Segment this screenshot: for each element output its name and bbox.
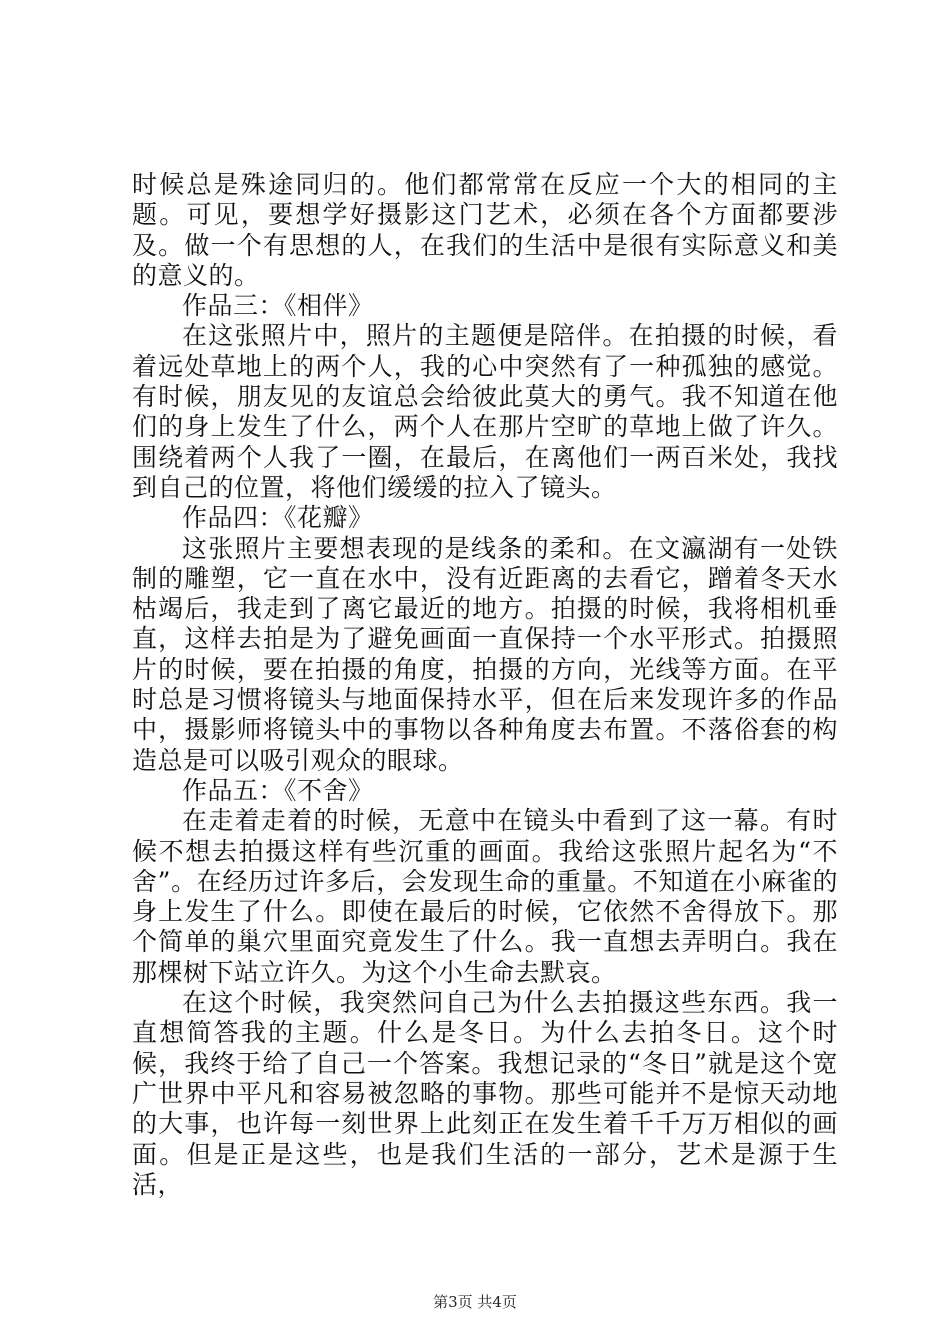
heading-work-four: 作品四：《花瓣》: [182, 503, 374, 533]
paragraph-work-five: 在走着走着的时候，无意中在镜头中看到了这一幕。有时候不想去拍摄这样有些沉重的画面。我给这张照片起名为“不舍”。在经历过许多后，会发现生命的重量。不知道在小麻雀的身上发生了什么。即使在最后的时候，它依然不舍得放下。那个简单的巢穴里面究竟发生了什么。我一直想去弄明白。我在那棵树下站立许久。为这个小生命去默哀。: [132, 806, 838, 987]
paragraph-reflection: 在这个时候，我突然问自己为什么去拍摄这些东西。我一直想简答我的主题。什么是冬日。为什么去拍冬日。这个时候，我终于给了自己一个答案。我想记录的“冬日”就是这个宽广世界中平凡和容易被忽略的事物。那些可能并不是惊天动地的大事，也许每一刻世界上此刻正在发生着千千万万相似的画面。但是正是这些，也是我们生活的一部分，艺术是源于生活，: [132, 988, 838, 1199]
heading-work-three: 作品三：《相伴》: [182, 291, 374, 321]
page-footer: [0, 1292, 950, 1312]
paragraph-work-four: 这张照片主要想表现的是线条的柔和。在文瀛湖有一处铁制的雕塑，它一直在水中，没有近距离的去看它，蹭着冬天水枯竭后，我走到了离它最近的地方。拍摄的时候，我将相机垂直，这样去拍是为了避免画面一直保持一个水平形式。拍摄照片的时候，要在拍摄的角度，拍摄的方向，光线等方面。在平时总是习惯将镜头与地面保持水平，但在后来发现许多的作品中，摄影师将镜头中的事物以各种角度去布置。不落俗套的构造总是可以吸引观众的眼球。: [132, 533, 838, 775]
document-body: [132, 170, 838, 1200]
paragraph-work-three: 在这张照片中，照片的主题便是陪伴。在拍摄的时候，看着远处草地上的两个人，我的心中突然有了一种孤独的感觉。有时候，朋友见的友谊总会给彼此莫大的勇气。我不知道在他们的身上发生了什么，两个人在那片空旷的草地上做了许久。围绕着两个人我了一圈，在最后，在离他们一两百米处，我找到自己的位置，将他们缓缓的拉入了镜头。: [132, 321, 838, 502]
page-number: 第3页: [433, 1293, 473, 1311]
page-total: 共4页: [477, 1293, 517, 1311]
paragraph-continuation: 时候总是殊途同归的。他们都常常在反应一个大的相同的主题。可见，要想学好摄影这门艺术，必须在各个方面都要涉及。做一个有思想的人，在我们的生活中是很有实际意义和美的意义的。: [132, 170, 838, 290]
heading-work-five: 作品五：《不舍》: [182, 775, 374, 805]
